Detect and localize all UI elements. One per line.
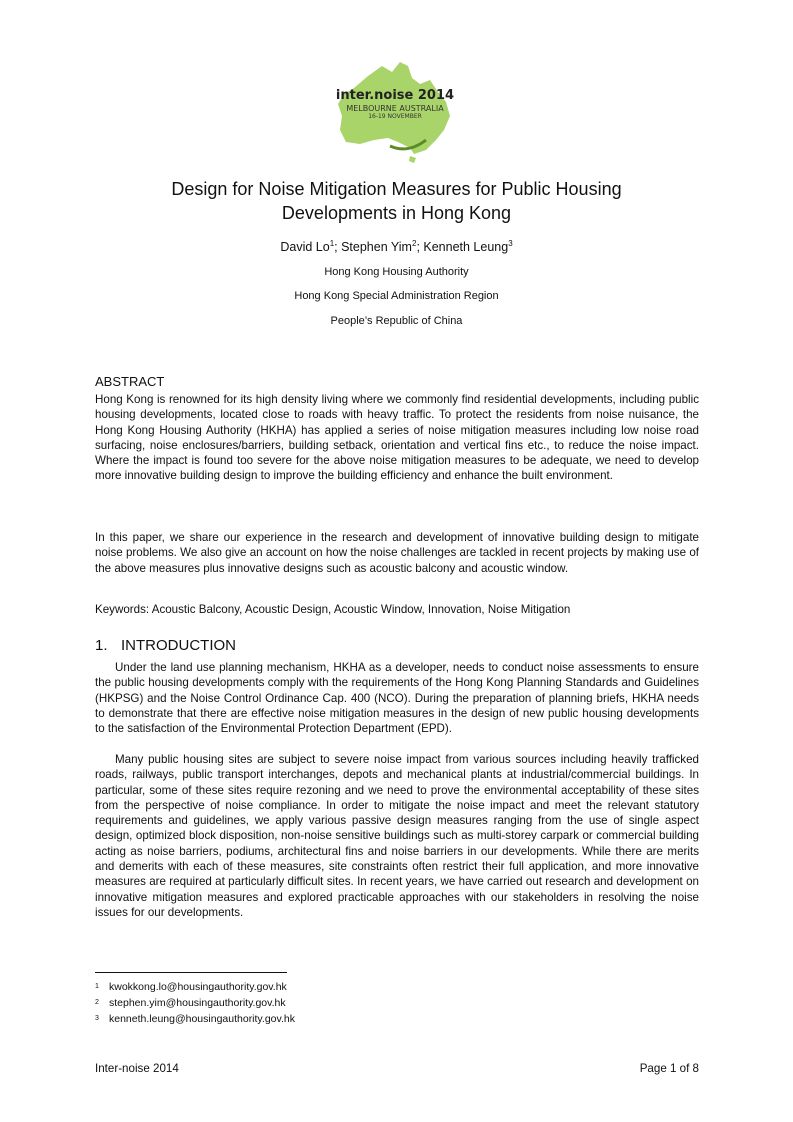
abstract-heading: ABSTRACT [95, 374, 165, 389]
footnote-rule [95, 972, 287, 973]
footnote-email: kenneth.leung@housingauthority.gov.hk [109, 1013, 295, 1025]
footnote-number: 1 [95, 983, 99, 990]
logo-dates: 16-19 NOVEMBER [368, 113, 422, 120]
conference-logo [330, 58, 460, 164]
affiliation-organization: Hong Kong Housing Authority [324, 266, 469, 278]
author-list [100, 239, 693, 254]
footnote-email: stephen.yim@housingauthority.gov.hk [109, 997, 286, 1009]
footnote [95, 980, 287, 994]
author-footnote-mark: 1 [329, 239, 335, 248]
footnote-email: kwokkong.lo@housingauthority.gov.hk [109, 981, 287, 993]
title-line-2: Developments in Hong Kong [281, 203, 512, 223]
author-footnote-mark: 3 [508, 239, 513, 248]
intro-paragraph-2: Many public housing sites are subject to severe noise impact from various sources including heavily trafficked roads, railways, public transport interchanges, depots and mechanical plants at industrial/commercial buildings. In particular, some of these sites require rezoning and we need to prove the environmental acceptability of these sites from the perspective of noise compliance. In order to mitigate the noise impact and meet the relevant statutory requirements and guidelines, we apply various passive design measures ranging from the use of single aspect design, optimized block disposition, non-noise sensitive buildings such as multi-storey carpark or commercial building acting as noise barriers, podiums, architectural fins and noise barriers in our developments. While there are merits and demerits with each of these measures, site constraints often restrict their full application, and more innovative measures are required at particularly difficult sites. In recent years, we have carried out research and development on innovative mitigation measures and explored practicable approaches with our stakeholders in resolving the noise issues for our developments. [95, 753, 699, 919]
author-name: David Lo [280, 240, 330, 255]
logo-title: inter.noise 2014 [335, 88, 455, 103]
author-separator: ; [334, 240, 342, 255]
footnote-number: 2 [95, 999, 99, 1006]
title-line-1: Design for Noise Mitigation Measures for Public Housing [171, 179, 622, 199]
logo-location: MELBOURNE AUSTRALIA [346, 104, 444, 113]
section-heading [95, 637, 236, 654]
abstract-paragraph-1: Hong Kong is renowned for its high density living where we commonly find residential developments, including public housing developments, located close to roads with heavy traffic. To protect the residents from noise nuisance, the Hong Kong Housing Authority (HKHA) has applied a series of noise mitigation measures including low noise road surfacing, noise enclosures/barriers, building setback, orientation and vertical fins etc., to reduce the noise impact. Where the impact is found too severe for the above noise mitigation measures to be adequate, we need to develop more innovative building design to improve the building efficiency and enhance the built environment. [95, 393, 699, 483]
intro-paragraph-1: Under the land use planning mechanism, HKHA as a developer, needs to conduct noise assessments to ensure the public housing developments comply with the requirements of the Hong Kong Planning Standards and Guidelines (HKPSG) and the Noise Control Ordinance Cap. 400 (NCO). During the preparation of planning briefs, HKHA needs to demonstrate that there are effective noise mitigation measures in the design of new public housing developments to the satisfaction of the Environmental Protection Department (EPD). [95, 661, 699, 736]
abstract-paragraph-2: In this paper, we share our experience in the research and development of innovative building design to mitigate noise problems. We also give an account on how the noise challenges are tackled in recent projects by making use of the above measures plus innovative designs such as acoustic balcony and acoustic window. [95, 531, 699, 575]
author-name: Kenneth Leung [423, 240, 509, 255]
author-name: Stephen Yim [341, 240, 412, 255]
footnote [95, 1012, 295, 1026]
footnote [95, 996, 286, 1010]
page-number: Page 1 of 8 [639, 1062, 699, 1075]
author-separator: ; [416, 240, 424, 255]
affiliation-country: People’s Republic of China [330, 315, 463, 327]
paper-title [100, 177, 693, 225]
section-number: 1. [95, 637, 108, 654]
footnote-number: 3 [95, 1015, 99, 1022]
author-footnote-mark: 2 [411, 239, 417, 248]
footer-conference: Inter-noise 2014 [95, 1062, 179, 1075]
affiliation-region: Hong Kong Special Administration Region [294, 290, 499, 302]
keywords: Keywords: Acoustic Balcony, Acoustic Design, Acoustic Window, Innovation, Noise Mitigation [95, 603, 571, 616]
section-title: INTRODUCTION [121, 637, 236, 654]
